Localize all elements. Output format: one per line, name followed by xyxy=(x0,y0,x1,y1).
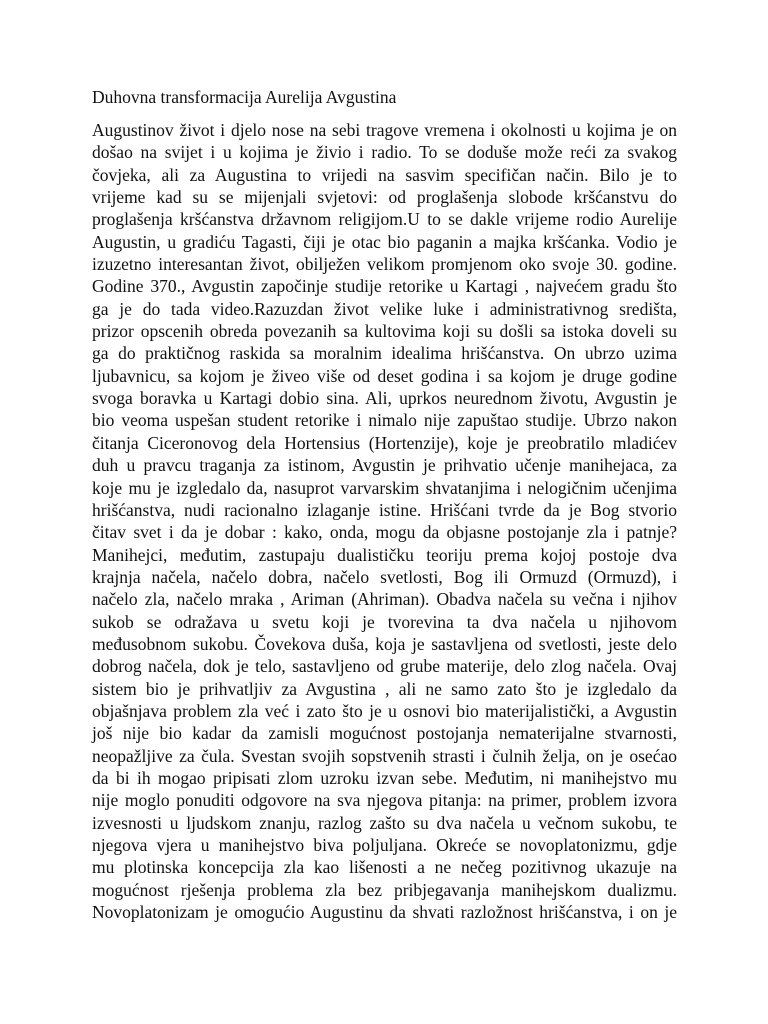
text-line: neopažljive za čula. Svestan svojih sopstvenih strasti i čulnih želja, on je osećao xyxy=(92,745,677,766)
text-line: objašnjava problem zla već i zato što je u osnovi bio materijalistički, a Avgustin xyxy=(92,700,677,721)
text-line: mu plotinska koncepcija zla kao lišenosti a ne nečeg pozitivnog ukazuje na xyxy=(92,857,677,878)
text-line: bio veoma uspešan student retorike i nimalo nije zapuštao studije. Ubrzo nakon xyxy=(92,410,677,431)
text-line: Augustin, u gradiću Tagasti, čiji je otac bio paganin a majka kršćanka. Vodio je xyxy=(92,231,677,252)
text-line: da bi ih mogao pripisati zlom uzroku izvan sebe. Međutim, ni manihejstvo mu xyxy=(92,767,677,788)
text-line: mogućnost rješenja problema zla bez pribjegavanja manihejskom dualizmu. xyxy=(92,879,677,900)
text-line: Godine 370., Avgustin započinje studije retorike u Kartagi , najvećem gradu što xyxy=(92,276,677,297)
text-line: Novoplatonizam je omogućio Augustinu da shvati razložnost hrišćanstva, i on je xyxy=(92,902,677,923)
text-line: sistem bio je prihvatljiv za Avgustina , ali ne samo zato što je izgledalo da xyxy=(92,678,677,699)
text-line: ga je do tada video.Razuzdan život velike luke i administrativnog središta, xyxy=(92,298,677,319)
text-line: još nije bio kadar da zamisli mogućnost postojanja nematerijalne stvarnosti, xyxy=(92,723,677,744)
text-line: njegova vjera u manihejstvo biva poljuljana. Okreće se novoplatonizmu, gdje xyxy=(92,835,677,855)
text-line: Augustinov život i djelo nose na sebi tragove vremena i okolnosti u kojima je on xyxy=(92,120,677,140)
text-line: Manihejci, međutim, zastupaju dualističku teoriju prema kojoj postoje dva xyxy=(92,544,677,565)
text-line: hrišćanstva, nudi racionalno izlaganje istine. Hrišćani tvrde da je Bog stvorio xyxy=(92,499,677,520)
document-title: Duhovna transformacija Aurelija Avgustina xyxy=(92,87,397,107)
text-line: dobrog načela, dok je telo, sastavljeno od grube materije, delo zlog načela. Ovaj xyxy=(92,656,677,677)
text-line: sukob se odražava u svetu koji je tvorevina ta dva načela u njihovom xyxy=(92,611,677,632)
text-line: koje mu je izgledalo da, nasuprot varvarskim shvatanjima i nelogičnim učenjima xyxy=(92,477,677,498)
document-body xyxy=(92,119,677,923)
text-line: došao na svijet i u kojima je živio i radio. To se doduše može reći za svakog xyxy=(92,142,677,163)
text-line: čitav svet i da je dobar : kako, onda, mogu da objasne postojanje zla i patnje? xyxy=(92,522,677,543)
text-line: ga do praktičnog raskida sa moralnim idealima hrišćanstva. On ubrzo uzima xyxy=(92,343,677,364)
text-line: proglašenja kršćanstva državnom religijom.U to se dakle vrijeme rodio Aurelije xyxy=(92,209,677,230)
text-line: prizor opscenih obreda povezanih sa kultovima koji su došli sa istoka doveli su xyxy=(92,321,677,342)
text-line: ljubavnicu, sa kojom je živeo više od deset godina i sa kojom je druge godine xyxy=(92,365,677,386)
text-line: čovjeka, ali za Augustina to vrijedi na sasvim specifičan način. Bilo je to xyxy=(92,164,677,185)
text-line: nije moglo ponuditi odgovore na sva njegova pitanja: na primer, problem izvora xyxy=(92,790,677,811)
text-line: izvesnosti u ljudskom znanju, razlog zašto su dva načela u večnom sukobu, te xyxy=(92,812,677,833)
text-line: načelo zla, načelo mraka , Ariman (Ahriman). Obadva načela su večna i njihov xyxy=(92,589,677,610)
text-line: međusobnom sukobu. Čovekova duša, koja je sastavljena od svetlosti, jeste delo xyxy=(92,633,677,654)
text-line: svoga boravka u Kartagi dobio sina. Ali, uprkos neurednom životu, Avgustin je xyxy=(92,388,677,409)
text-line: krajnja načela, načelo dobra, načelo svetlosti, Bog ili Ormuzd (Ormuzd), i xyxy=(92,566,677,587)
text-line: izuzetno interesantan život, obilježen velikom promjenom oko svoje 30. godine. xyxy=(92,254,677,275)
text-line: duh u pravcu traganja za istinom, Avgustin je prihvatio učenje manihejaca, za xyxy=(92,455,677,476)
text-line: čitanja Ciceronovog dela Hortensius (Hortenzije), koje je preobratilo mladićev xyxy=(92,432,677,453)
document-page xyxy=(92,86,677,923)
text-line: vrijeme kad su se mijenjali svjetovi: od proglašenja slobode kršćanstvu do xyxy=(92,187,677,208)
